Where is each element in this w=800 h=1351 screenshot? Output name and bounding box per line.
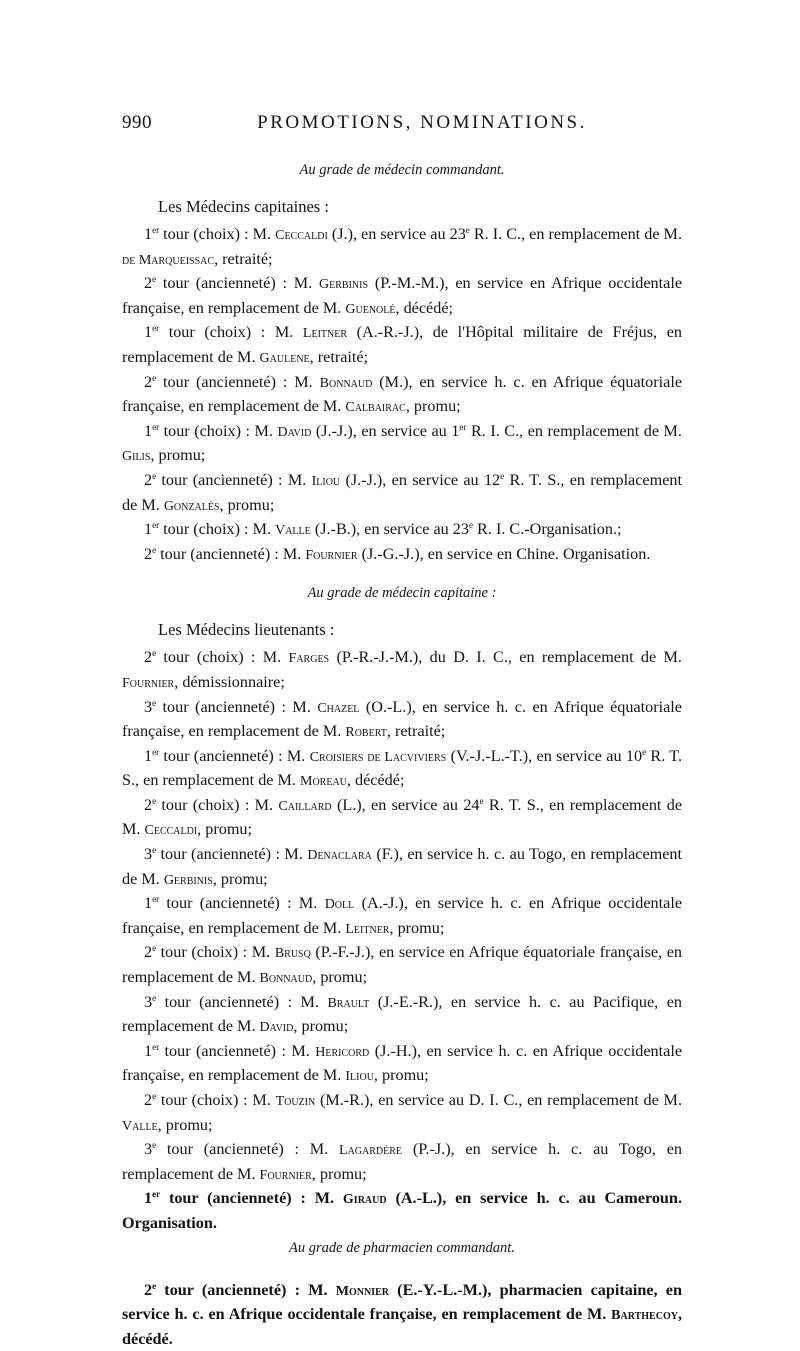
entry: 1er tour (ancienneté) : M. Hericord (J.-H.), en service h. c. en Afrique occidentale française, en remplacement de M. Iliou, promu; xyxy=(122,1041,682,1085)
entry: 1er tour (ancienneté) : M. Croisiers de Lacviviers (V.-J.-L.-T.), en service au 10e R. T. S., en remplacement de M. Moreau, décédé; xyxy=(122,746,682,790)
entry: 2e tour (ancienneté) : M. Fournier (J.-G.-J.), en service en Chine. Organisation. xyxy=(144,544,651,563)
section-title: Au grade de pharmacien commandant. xyxy=(289,1239,515,1256)
entry: 3e tour (ancienneté) : M. Denaclara (F.), en service h. c. au Togo, en remplacement de M. Gerbinis, promu; xyxy=(122,845,682,888)
entry: 1er tour (choix) : M. Ceccaldi (J.), en service au 23e R. I. C., en remplacement de M. de Marqueissac, retraité; xyxy=(122,225,682,268)
entry: 2e tour (ancienneté) : M. Iliou (J.-J.), en service au 12e R. T. S., en remplacement de M. Gonzalès, promu; xyxy=(122,470,682,514)
entry: 2e tour (choix) : M. Farges (P.-R.-J.-M.), du D. I. C., en remplacement de M. Fournier, démissionnaire; xyxy=(122,648,682,691)
entry: 2e tour (ancienneté) : M. Monnier (E.-Y.-L.-M.), pharmacien capitaine, en service h. c. en Afrique occidentale française, en remplacement de M. Barthecoy, décédé. xyxy=(122,1280,682,1348)
page-header xyxy=(122,112,682,142)
entry: 1er tour (choix) : M. Leitner (A.-R.-J.), de l'Hôpital militaire de Fréjus, en remplacement de M. Gaulene, retraité; xyxy=(122,323,682,366)
entry: 3e tour (ancienneté) : M. Brault (J.-E.-R.), en service h. c. au Pacifique, en remplacement de M. David, promu; xyxy=(122,992,682,1036)
entry-list xyxy=(122,223,682,567)
section-intro: Les Médecins lieutenants : xyxy=(158,620,335,640)
page-number: 990 xyxy=(122,112,152,133)
section-intro: Les Médecins capitaines : xyxy=(158,197,329,216)
section-title: Au grade de médecin capitaine : xyxy=(307,585,497,602)
entry-list xyxy=(122,646,682,1235)
entry: 1er tour (ancienneté) : M. Giraud (A.-L.), en service h. c. au Cameroun. Organisation. xyxy=(122,1189,682,1232)
entry: 1er tour (choix) : M. David (J.-J.), en service au 1er R. I. C., en remplacement de M. Gilis, promu; xyxy=(122,421,682,465)
entry: 3e tour (ancienneté) : M. Chazel (O.-L.), en service h. c. en Afrique équatoriale française, en remplacement de M. Robert, retraité; xyxy=(122,697,682,741)
entry: 1er tour (ancienneté) : M. Doll (A.-J.), en service h. c. en Afrique occidentale française, en remplacement de M. Leitner, promu; xyxy=(122,894,682,937)
running-title: PROMOTIONS, NOMINATIONS. xyxy=(257,112,587,133)
entry: 3e tour (ancienneté) : M. Lagardère (P.-J.), en service h. c. au Togo, en remplacement de M. Fournier, promu; xyxy=(122,1140,682,1183)
entry: 2e tour (choix) : M. Caillard (L.), en service au 24e R. T. S., en remplacement de M. Ceccaldi, promu; xyxy=(122,795,682,839)
document-page xyxy=(122,112,682,1351)
entry: 2e tour (ancienneté) : M. Bonnaud (M.), en service h. c. en Afrique équatoriale française, en remplacement de M. Calbairac, promu; xyxy=(122,372,682,416)
section-title: Au grade de médecin commandant. xyxy=(299,162,505,178)
entry: 2e tour (ancienneté) : M. Gerbinis (P.-M.-M.), en service en Afrique occidentale française, en remplacement de M. Guenolé, décédé; xyxy=(122,274,683,317)
entry-list xyxy=(122,1279,682,1351)
entry: 2e tour (choix) : M. Brusq (P.-F.-J.), en service en Afrique équatoriale française, en remplacement de M. Bonnaud, promu; xyxy=(122,943,682,987)
entry: 2e tour (choix) : M. Touzin (M.-R.), en service au D. I. C., en remplacement de M. Valle, promu; xyxy=(122,1091,682,1134)
entry: 1er tour (choix) : M. Valle (J.-B.), en service au 23e R. I. C.-Organisation.; xyxy=(144,520,622,539)
